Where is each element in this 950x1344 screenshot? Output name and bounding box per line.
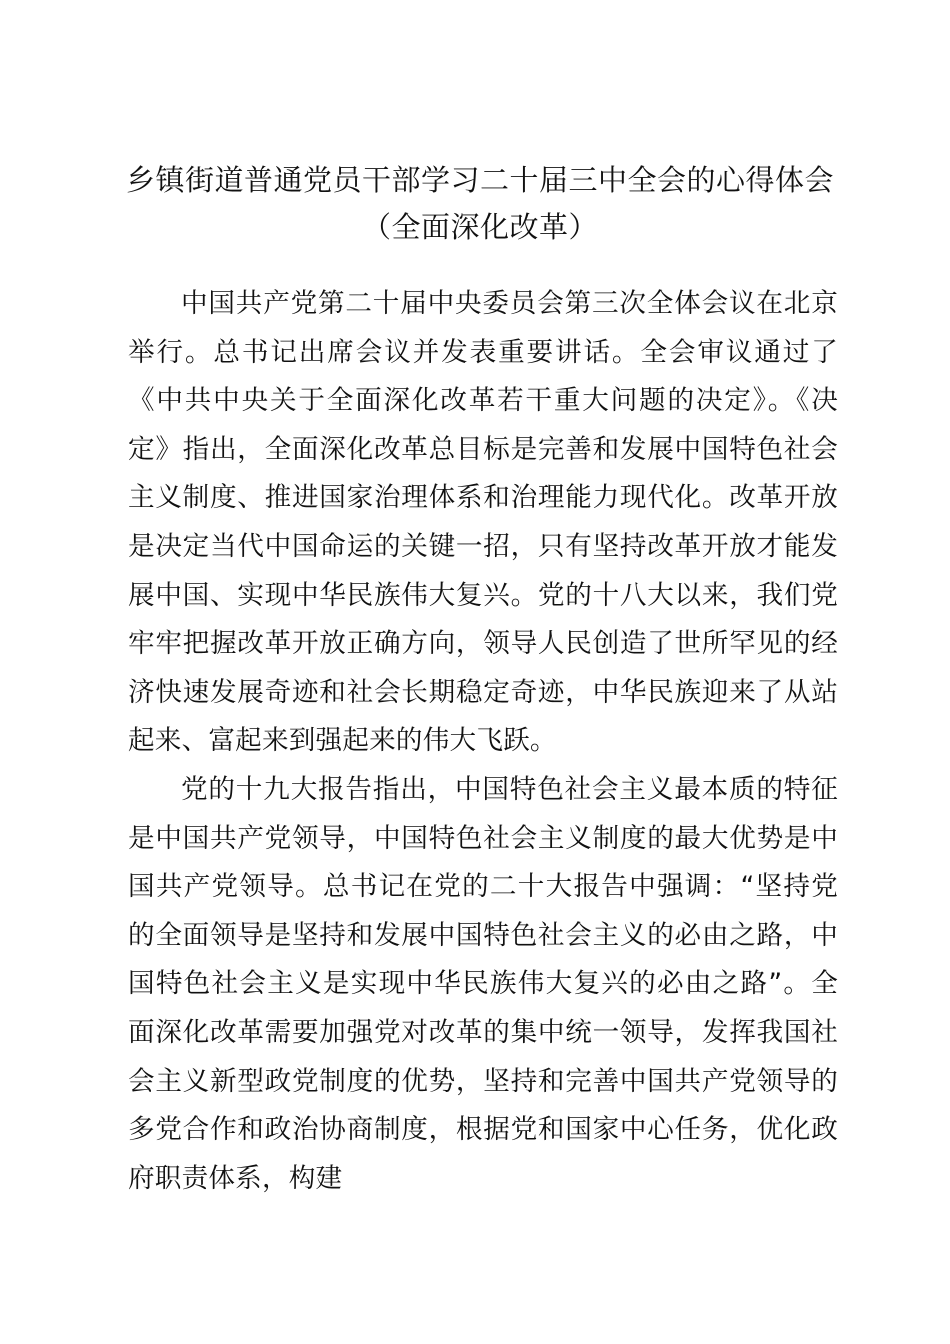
document-body <box>128 280 838 1203</box>
document-title: 乡镇街道普通党员干部学习二十届三中全会的心得体会 <box>125 163 834 197</box>
paragraph: 中国共产党第二十届中央委员会第三次全体会议在北京举行。总书记出席会议并发表重要讲话。全会审议通过了《中共中央关于全面深化改革若干重大问题的决定》。《决定》指出，全面深化改革总目标是完善和发展中国特色社会主义制度、推进国家治理体系和治理能力现代化。改革开放是决定当代中国命运的关键一招，只有坚持改革开放才能发展中国、实现中华民族伟大复兴。党的十八大以来，我们党牢牢把握改革开放正确方向，领导人民创造了世所罕见的经济快速发展奇迹和社会长期稳定奇迹，中华民族迎来了从站起来、富起来到强起来的伟大飞跃。 <box>128 288 838 757</box>
document-subtitle: （全面深化改革） <box>361 210 598 244</box>
paragraph: 党的十九大报告指出，中国特色社会主义最本质的特征是中国共产党领导，中国特色社会主义制度的最大优势是中国共产党领导。总书记在党的二十大报告中强调：“坚持党的全面领导是坚持和发展中国特色社会主义的必由之路，中国特色社会主义是实现中华民族伟大复兴的必由之路”。全面深化改革需要加强党对改革的集中统一领导，发挥我国社会主义新型政党制度的优势，坚持和完善中国共产党领导的多党合作和政治协商制度，根据党和国家中心任务，优化政府职责体系，构建 <box>128 773 838 1194</box>
